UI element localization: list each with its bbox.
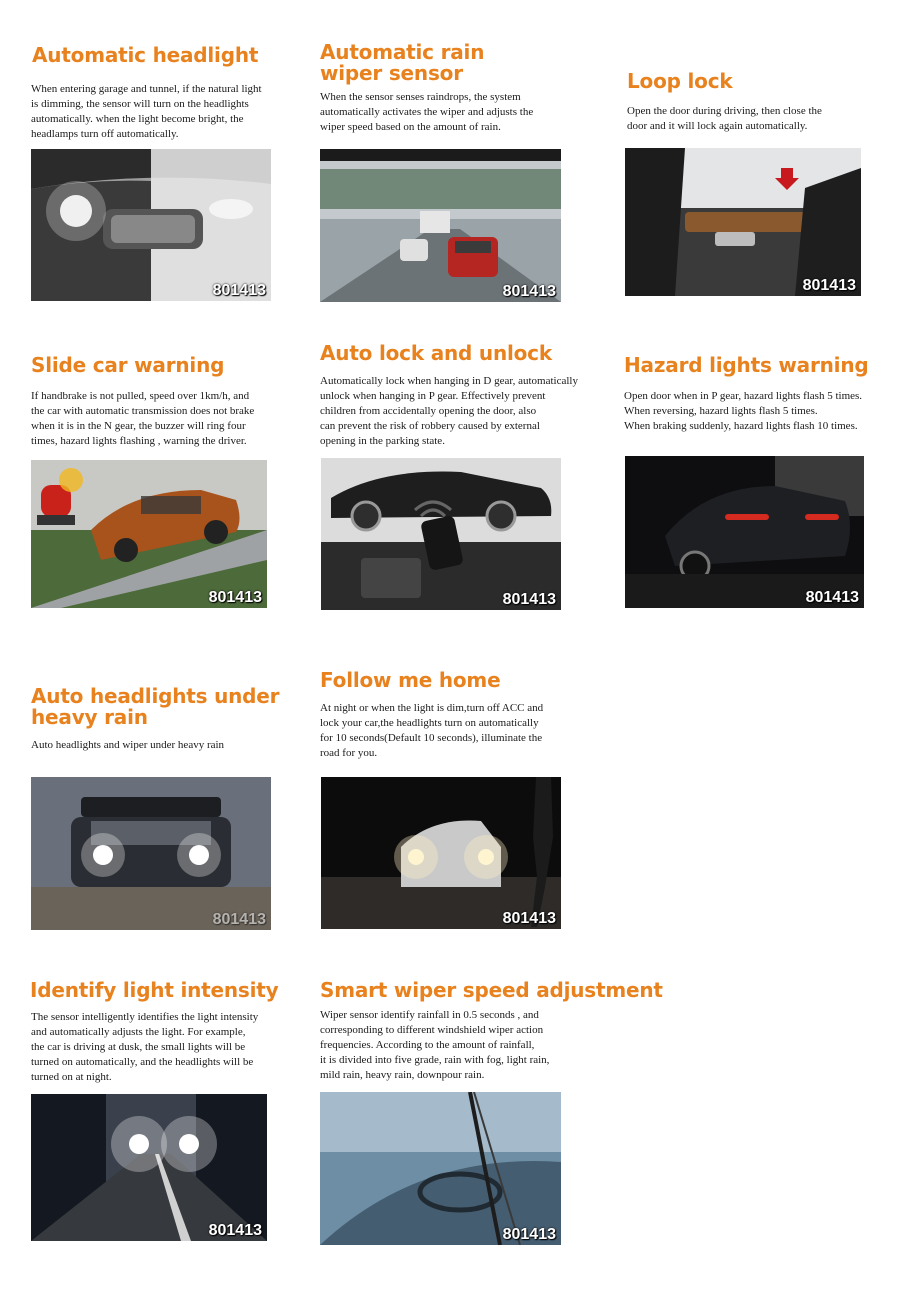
feature-description-automatic-headlight: When entering garage and tunnel, if the natural light is dimming, the sensor will turn on the headlights automatically. when the light become bright, the headlamps turn off automatically. [31,83,262,140]
photo-auto-headlights-under-heavy-rain [31,777,271,930]
product-code-label: 801413 [212,282,266,299]
feature-description-hazard-lights-warning: Open door when in P gear, hazard lights flash 5 times. When reversing, hazard lights flash 5 times. When braking suddenly, hazard lights flash 10 times. [624,390,863,432]
product-code-label: 801413 [802,277,856,294]
feature-description-loop-lock: Open the door during driving, then close the door and it will lock again automatically. [627,105,822,132]
feature-title-automatic-headlight: Automatic headlight [32,43,259,67]
feature-description-identify-light-intensity: The sensor intelligently identifies the light intensity and automatically adjusts the light. For example, the car is driving at dusk, the small lights will be turned on automatically, and the headlights will be turned on at night. [31,1011,259,1083]
product-code-label: 801413 [208,589,262,606]
feature-description-follow-me-home: At night or when the light is dim,turn off ACC and lock your car,the headlights turn on automatically for 10 seconds(Default 10 seconds), illuminate the road for you. [320,702,544,759]
photo-follow-me-home [321,777,561,929]
product-code-label: 801413 [805,589,859,606]
product-code-label: 801413 [502,1226,556,1243]
feature-description-automatic-rain-wiper-sensor: When the sensor senses raindrops, the system automatically activates the wiper and adjusts the wiper speed based on the amount of rain. [320,91,534,133]
photo-loop-lock [625,148,861,296]
feature-description-auto-lock-and-unlock: Automatically lock when hanging in D gear, automatically unlock when hanging in P gear. Effectively prevent children from accidentally opening the door, also can prevent the risk of robbery caused by external opening in the parking state. [320,375,578,447]
feature-title-follow-me-home: Follow me home [320,668,501,692]
feature-description-slide-car-warning: If handbrake is not pulled, speed over 1km/h, and the car with automatic transmission does not brake when it is in the N gear, the buzzer will ring four times, hazard lights flashing , warning the driver. [31,390,255,447]
photo-hazard-lights-warning [625,456,864,608]
product-code-label: 801413 [208,1222,262,1239]
product-code-label: 801413 [502,910,556,927]
feature-description-auto-headlights-under-heavy-rain: Auto headlights and wiper under heavy rain [31,739,225,751]
feature-title-automatic-rain-wiper-sensor: Automatic rain wiper sensor [320,40,485,85]
photo-smart-wiper-speed-adjustment [320,1092,561,1245]
feature-title-loop-lock: Loop lock [627,69,733,93]
feature-description-smart-wiper-speed-adjustment: Wiper sensor identify rainfall in 0.5 seconds , and corresponding to different windshield wiper action frequencies. According to the amount of rainfall, it is divided into five grade, rain with fog, light rain, mild rain, heavy rain, downpour rain. [320,1009,550,1081]
photo-identify-light-intensity [31,1094,267,1241]
feature-title-auto-lock-and-unlock: Auto lock and unlock [320,341,552,365]
product-code-label: 801413 [212,911,266,928]
feature-title-smart-wiper-speed-adjustment: Smart wiper speed adjustment [320,978,663,1002]
feature-title-slide-car-warning: Slide car warning [31,353,225,377]
photo-rain-wiper-sensor [320,149,561,302]
feature-title-identify-light-intensity: Identify light intensity [30,978,279,1002]
product-code-label: 801413 [502,591,556,608]
feature-title-auto-headlights-under-heavy-rain: Auto headlights under heavy rain [31,684,280,729]
photo-slide-car-warning [31,460,267,608]
photo-automatic-headlight [31,149,271,301]
photo-auto-lock-and-unlock [321,458,561,610]
feature-title-hazard-lights-warning: Hazard lights warning [624,353,869,377]
product-code-label: 801413 [502,283,556,300]
